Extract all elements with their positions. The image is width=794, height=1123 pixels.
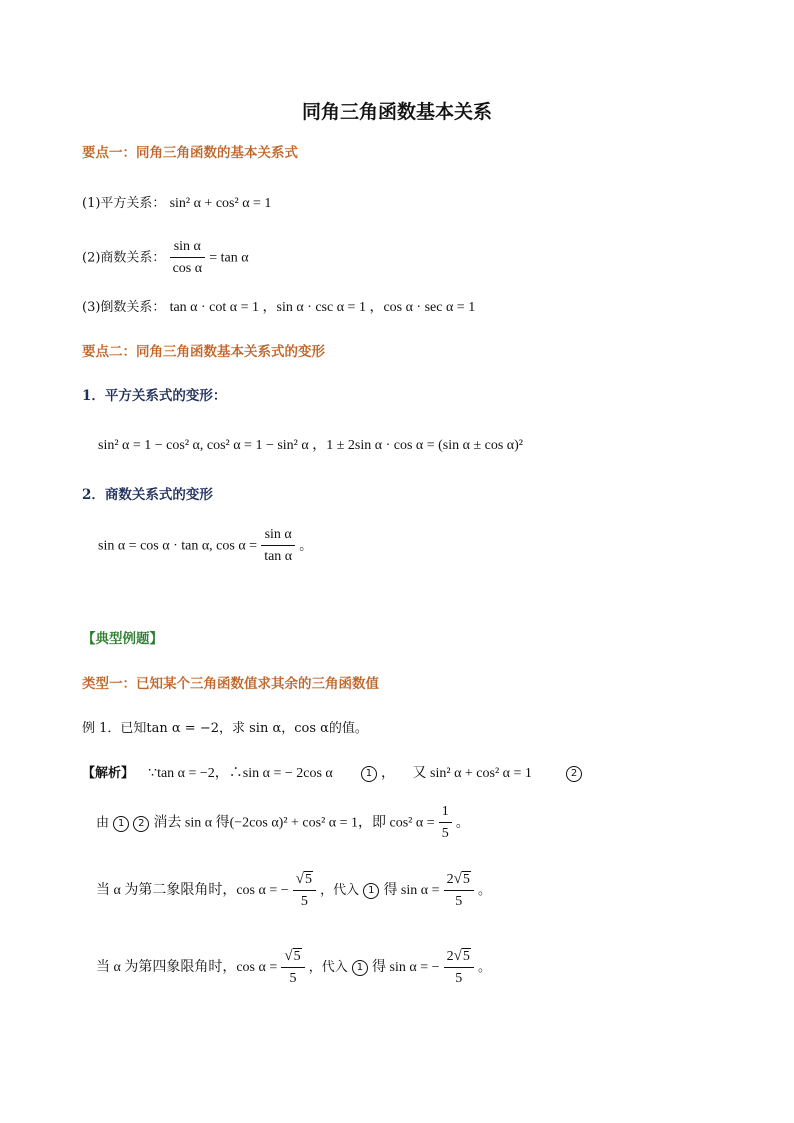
examples-heading: 【典型例题】 xyxy=(82,631,163,647)
fraction-denominator: 5 xyxy=(455,971,463,986)
sqrt-symbol: √5 xyxy=(453,871,470,887)
quotient-relation xyxy=(82,240,249,276)
sqrt-symbol: √5 xyxy=(295,871,312,887)
quotient-variant-end: 。 xyxy=(299,538,313,554)
subsection1-heading: 1．平方关系式的变形： xyxy=(82,388,227,404)
section2-heading: 要点二：同角三角函数基本关系式的变形 xyxy=(82,344,325,360)
circled-number-1: 1 xyxy=(361,766,377,782)
solution-line4 xyxy=(96,949,491,986)
example1-question: 例 1．已知tan α = −2，求 sin α，cos α的值。 xyxy=(82,721,368,736)
subsection2-heading: 2．商数关系式的变形 xyxy=(82,487,213,503)
sin-value-fraction xyxy=(444,872,474,909)
quotient-rhs: = tan α xyxy=(209,250,249,266)
sqrt-symbol: √5 xyxy=(284,948,301,964)
fraction-numerator xyxy=(281,949,304,968)
square-relation-formula: sin² α + cos² α = 1 xyxy=(169,196,272,211)
solution-line2-text: 消去 sin α 得(−2cos α)² + cos² α = 1，即 cos² α = xyxy=(153,815,435,831)
cos-value-fraction xyxy=(281,949,304,986)
sqrt-symbol: √5 xyxy=(453,948,470,964)
page-title: 同角三角函数基本关系 xyxy=(301,101,492,123)
solution-line3-sub: ，代入 xyxy=(320,883,360,898)
fraction-numerator: 2√5 xyxy=(444,949,474,968)
cos-value-fraction xyxy=(293,872,316,909)
solution-line2-fraction xyxy=(439,805,452,841)
solution-line2 xyxy=(96,805,469,841)
solution-step1-mid: ， 又 sin² α + cos² α = 1 xyxy=(381,766,532,781)
solution-line3-end: 。 xyxy=(478,883,492,898)
solution-line4-result: 得 sin α = − xyxy=(372,960,440,975)
solution-line4-end: 。 xyxy=(478,960,492,975)
quotient-variant-denominator: tan α xyxy=(264,549,293,564)
fraction-denominator: 5 xyxy=(289,971,297,986)
square-relation-label: (1)平方关系： xyxy=(82,196,166,211)
quotient-numerator: sin α xyxy=(170,240,206,258)
solution-line3-result: 得 sin α = xyxy=(383,883,440,898)
square-relation xyxy=(82,197,271,211)
reciprocal-relation-formula: tan α · cot α = 1 ，sin α · csc α = 1 ，cos α · sec α = 1 xyxy=(169,300,476,315)
circled-number-1: 1 xyxy=(363,883,379,899)
fraction-denominator: 5 xyxy=(300,894,308,909)
solution-label: 【解析】 xyxy=(82,766,135,781)
quotient-variant-lhs: sin α = cos α · tan α, cos α = xyxy=(98,538,258,554)
circled-number-2: 2 xyxy=(566,766,582,782)
fraction-numerator: 2√5 xyxy=(444,872,474,891)
quotient-variant xyxy=(98,528,312,564)
quotient-variant-numerator: sin α xyxy=(261,528,295,546)
fraction-numerator: 1 xyxy=(439,805,452,823)
fraction-numerator xyxy=(293,872,316,891)
solution-step1: ∵tan α = −2，∴sin α = − 2cos α xyxy=(148,766,333,781)
solution-line1 xyxy=(82,766,582,782)
reciprocal-relation xyxy=(82,301,475,315)
solution-line2-prefix: 由 xyxy=(96,815,110,831)
quotient-relation-label: (2)商数关系： xyxy=(82,250,166,266)
solution-line3 xyxy=(96,872,491,909)
circled-number-2: 2 xyxy=(133,816,149,832)
quotient-variant-fraction xyxy=(261,528,295,564)
solution-line3-prefix: 当 α 为第二象限角时，cos α = − xyxy=(96,883,289,898)
solution-line4-prefix: 当 α 为第四象限角时，cos α = xyxy=(96,960,278,975)
section1-heading: 要点一：同角三角函数的基本关系式 xyxy=(82,145,298,161)
quotient-denominator: cos α xyxy=(172,261,203,276)
solution-line4-sub: ，代入 xyxy=(308,960,348,975)
fraction-denominator: 5 xyxy=(455,894,463,909)
circled-number-1: 1 xyxy=(113,816,129,832)
fraction-denominator: 5 xyxy=(441,826,449,841)
sin-value-fraction xyxy=(444,949,474,986)
circled-number-1: 1 xyxy=(352,960,368,976)
type1-heading: 类型一：已知某个三角函数值求其余的三角函数值 xyxy=(82,676,379,692)
reciprocal-relation-label: (3)倒数关系： xyxy=(82,300,166,315)
square-variant-formula: sin² α = 1 − cos² α, cos² α = 1 − sin² α ，1 ± 2sin α · cos α = (sin α ± cos α)² xyxy=(98,438,523,453)
quotient-fraction xyxy=(170,240,206,276)
solution-line2-end: 。 xyxy=(455,815,469,831)
